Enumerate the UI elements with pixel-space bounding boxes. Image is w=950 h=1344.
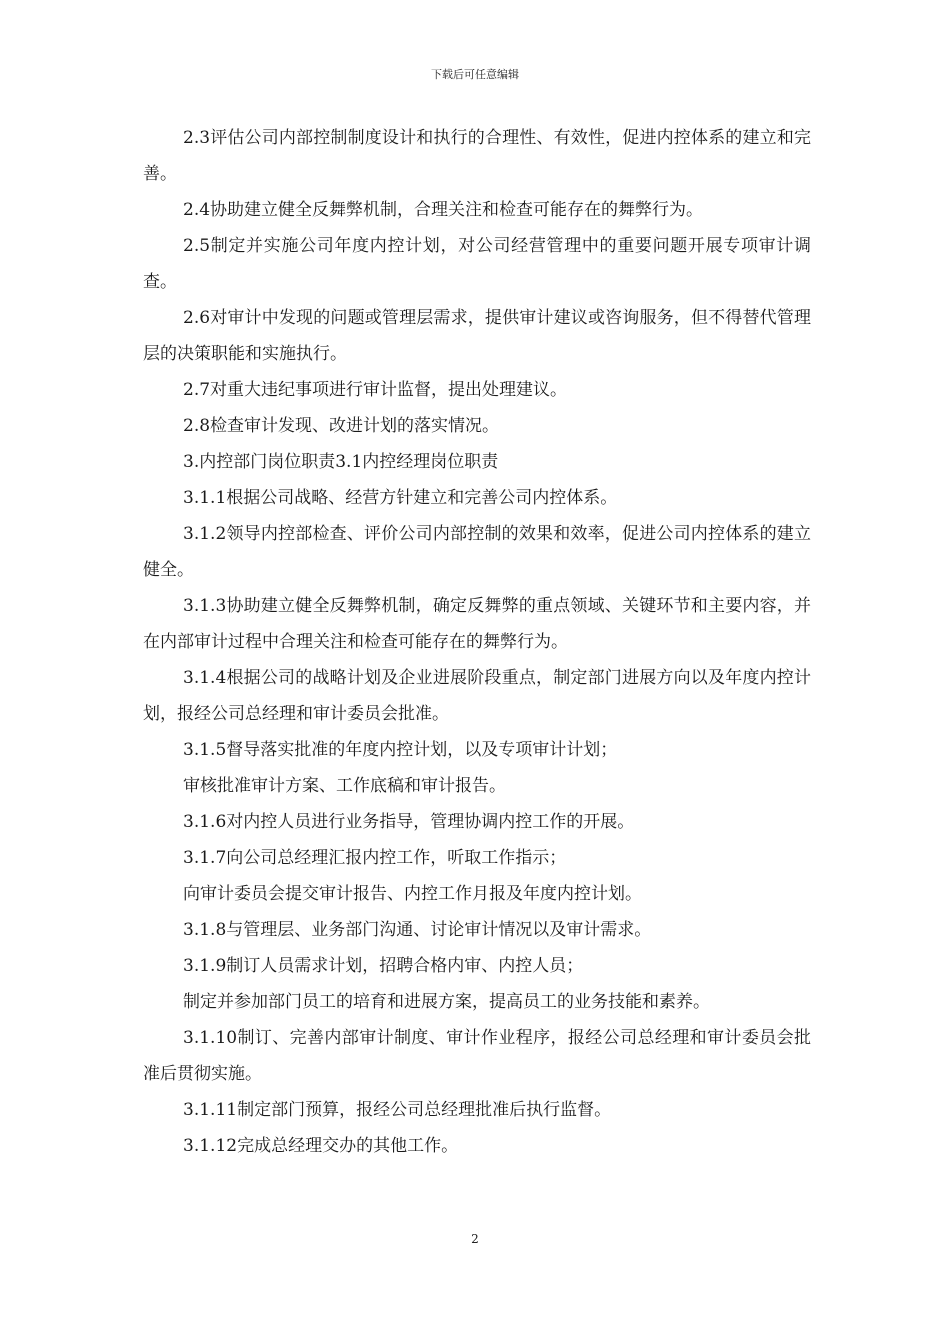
paragraph-3-1-2: 3.1.2领导内控部检查、评价公司内部控制的效果和效率，促进公司内控体系的建立健全。 <box>143 524 811 580</box>
page-header: 下载后可任意编辑 <box>431 68 519 81</box>
paragraph-3-1-12: 3.1.12完成总经理交办的其他工作。 <box>183 1136 459 1156</box>
paragraph-3-1-5-continued: 审核批准审计方案、工作底稿和审计报告。 <box>183 776 506 796</box>
paragraph-3-1-10: 3.1.10制订、完善内部审计制度、审计作业程序，报经公司总经理和审计委员会批准后贯彻实施。 <box>143 1028 811 1084</box>
section-heading-3: 3.内控部门岗位职责3.1内控经理岗位职责 <box>183 452 499 472</box>
paragraph-3-1-9: 3.1.9制订人员需求计划，招聘合格内审、内控人员； <box>183 956 584 976</box>
page-number: 2 <box>471 1232 479 1246</box>
paragraph-3-1-8: 3.1.8与管理层、业务部门沟通、讨论审计情况以及审计需求。 <box>183 920 652 940</box>
paragraph-2-3: 2.3评估公司内部控制制度设计和执行的合理性、有效性，促进内控体系的建立和完善。 <box>143 128 811 184</box>
paragraph-2-7: 2.7对重大违纪事项进行审计监督，提出处理建议。 <box>183 380 568 400</box>
paragraph-3-1-11: 3.1.11制定部门预算，报经公司总经理批准后执行监督。 <box>183 1100 612 1120</box>
paragraph-3-1-3: 3.1.3协助建立健全反舞弊机制，确定反舞弊的重点领域、关键环节和主要内容，并在内部审计过程中合理关注和检查可能存在的舞弊行为。 <box>143 596 811 652</box>
paragraph-3-1-5: 3.1.5督导落实批准的年度内控计划，以及专项审计计划； <box>183 740 618 760</box>
paragraph-3-1-4: 3.1.4根据公司的战略计划及企业进展阶段重点，制定部门进展方向以及年度内控计划，报经公司总经理和审计委员会批准。 <box>143 668 811 724</box>
paragraph-3-1-7-continued: 向审计委员会提交审计报告、内控工作月报及年度内控计划。 <box>183 884 642 904</box>
paragraph-3-1-1: 3.1.1根据公司战略、经营方针建立和完善公司内控体系。 <box>183 488 618 508</box>
paragraph-3-1-6: 3.1.6对内控人员进行业务指导，管理协调内控工作的开展。 <box>183 812 635 832</box>
paragraph-2-6: 2.6对审计中发现的问题或管理层需求，提供审计建议或咨询服务，但不得替代管理层的决策职能和实施执行。 <box>143 308 811 364</box>
paragraph-2-4: 2.4协助建立健全反舞弊机制，合理关注和检查可能存在的舞弊行为。 <box>183 200 704 220</box>
paragraph-3-1-7: 3.1.7向公司总经理汇报内控工作，听取工作指示； <box>183 848 567 868</box>
paragraph-2-8: 2.8检查审计发现、改进计划的落实情况。 <box>183 416 500 436</box>
paragraph-2-5: 2.5制定并实施公司年度内控计划，对公司经营管理中的重要问题开展专项审计调查。 <box>143 236 811 292</box>
document-body <box>143 120 811 1164</box>
paragraph-3-1-9-continued: 制定并参加部门员工的培育和进展方案，提高员工的业务技能和素养。 <box>183 992 710 1012</box>
